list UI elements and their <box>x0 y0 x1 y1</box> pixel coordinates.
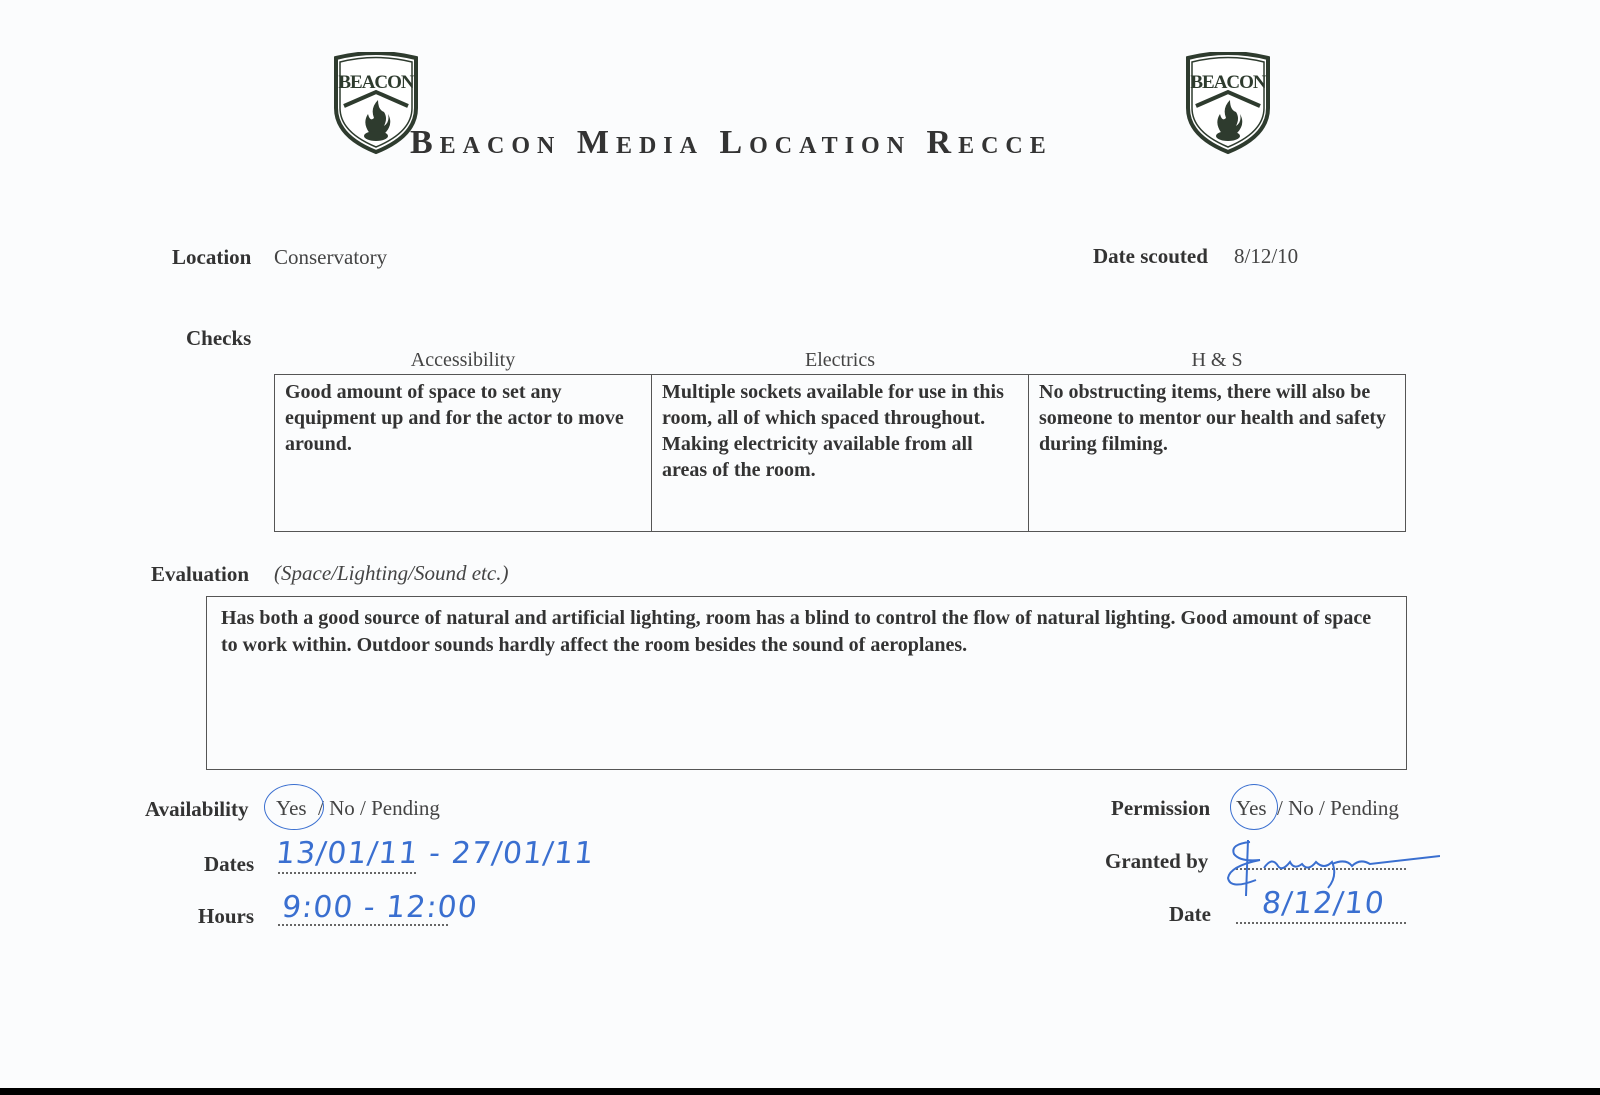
date-scouted-label: Date scouted <box>1093 244 1208 268</box>
permission-yes-circle <box>1230 784 1278 830</box>
checks-table <box>274 374 1406 532</box>
electrics-cell: Multiple sockets available for use in this room, all of which spaced throughout. Making electricity available from all areas of the room. <box>652 375 1029 531</box>
hours-handwritten-value: 9:00 - 12:00 <box>280 890 480 925</box>
hours-label: Hours <box>198 904 255 928</box>
health-safety-cell: No obstructing items, there will also be someone to mentor our health and safety during filming. <box>1039 381 1387 455</box>
accessibility-cell: Good amount of space to set any equipment up and for the actor to move around. <box>275 375 652 531</box>
health-safety-heading: H & S <box>1191 349 1243 371</box>
location-value: Conservatory <box>274 245 388 269</box>
availability-other-options: / No / Pending <box>318 796 440 820</box>
availability-yes-option: Yes <box>276 796 307 820</box>
checks-label: Checks <box>186 326 252 350</box>
electrics-heading: Electrics <box>805 349 875 371</box>
availability-label: Availability <box>145 797 249 821</box>
permission-label: Permission <box>1111 796 1211 820</box>
dates-handwritten-value: 13/01/11 - 27/01/11 <box>274 836 597 871</box>
date-scouted-value: 8/12/10 <box>1234 244 1299 268</box>
evaluation-label: Evaluation <box>151 562 250 586</box>
crest-text: BEACON <box>1190 72 1266 93</box>
permission-date-label: Date <box>1169 902 1211 926</box>
beacon-crest-logo-left <box>330 52 422 156</box>
location-label: Location <box>172 245 252 269</box>
granted-by-label: Granted by <box>1105 849 1209 873</box>
beacon-crest-logo-right <box>1182 52 1274 156</box>
availability-yes-circle <box>264 784 324 830</box>
permission-date-handwritten-value: 8/12/10 <box>1260 886 1387 921</box>
permission-yes-option: Yes <box>1236 796 1267 820</box>
crest-text: BEACON <box>338 72 414 93</box>
accessibility-heading: Accessibility <box>410 349 516 371</box>
form-title: Beacon Media Location Recce <box>410 124 1053 161</box>
dates-label: Dates <box>204 852 255 876</box>
evaluation-hint: (Space/Lighting/Sound etc.) <box>274 561 509 585</box>
evaluation-box: Has both a good source of natural and artificial lighting, room has a blind to control the flow of natural lighting. Good amount of space to work within. Outdoor sounds hardly affect the room besides the sound of aeroplanes. <box>206 596 1407 770</box>
permission-other-options: / No / Pending <box>1277 796 1399 820</box>
